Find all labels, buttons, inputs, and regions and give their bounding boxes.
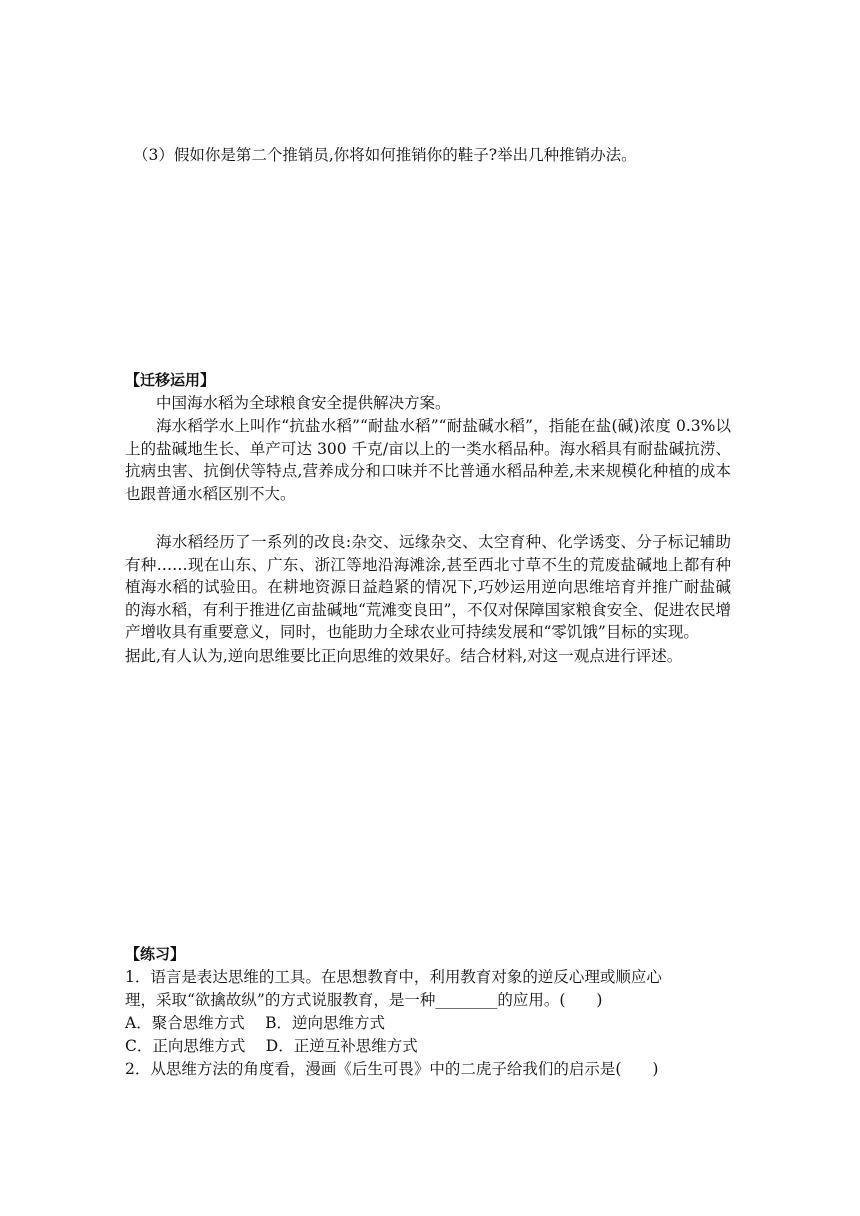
transfer-question: 据此,有人认为,逆向思维要比正向思维的效果好。结合材料,对这一观点进行评述。 [125,647,683,665]
transfer-paragraph-1: 海水稻学水上叫作“抗盐水稻”“耐盐水稻”“耐盐碱水稻”，指能在盐(碱)浓度 0.3%以上的盐碱地生长、单产可达 300 千克/亩以上的一类水稻品种。海水稻具有耐盐碱抗涝、抗病虫害、抗倒伏等特点,营养成分和口味并不比普通水稻品种差,未来规模化种植的成本也跟普通水稻区别不大。 [125,417,731,503]
practice-q1-line1: 1．语言是表达思维的工具。在思想教育中，利用教育对象的逆反心理或顺应心 [125,968,662,986]
transfer-intro: 中国海水稻为全球粮食安全提供解决方案。 [156,394,451,412]
section-heading-practice: 【练习】 [125,945,186,963]
practice-q1-options-ab: A．聚合思维方式 B．逆向思维方式 [125,1014,386,1032]
practice-q2: 2．从思维方法的角度看，漫画《后生可畏》中的二虎子给我们的启示是( ) [125,1060,659,1078]
transfer-paragraph-2: 海水稻经历了一系列的改良:杂交、远缘杂交、太空育种、化学诱变、分子标记辅助有种……现在山东、广东、浙江等地沿海滩涂,甚至西北寸草不生的荒废盐碱地上都有种植海水稻的试验田。在耕地资源日益趋紧的情况下,巧妙运用逆向思维培育并推广耐盐碱的海水稻，有利于推进亿亩盐碱地“荒滩变良田”，不仅对保障国家粮食安全、促进农民增产增收具有重要意义，同时，也能助力全球农业可持续发展和“零饥饿”目标的实现。 [125,533,731,642]
section-heading-transfer: 【迁移运用】 [125,371,216,389]
practice-q1-line2: 理，采取“欲擒故纵”的方式说服教育，是一种________的应用。( ) [125,991,603,1009]
practice-q1-options-cd: C．正向思维方式 D．正逆互补思维方式 [125,1037,418,1055]
question-3: （3）假如你是第二个推销员,你将如何推销你的鞋子?举出几种推销办法。 [133,146,637,164]
